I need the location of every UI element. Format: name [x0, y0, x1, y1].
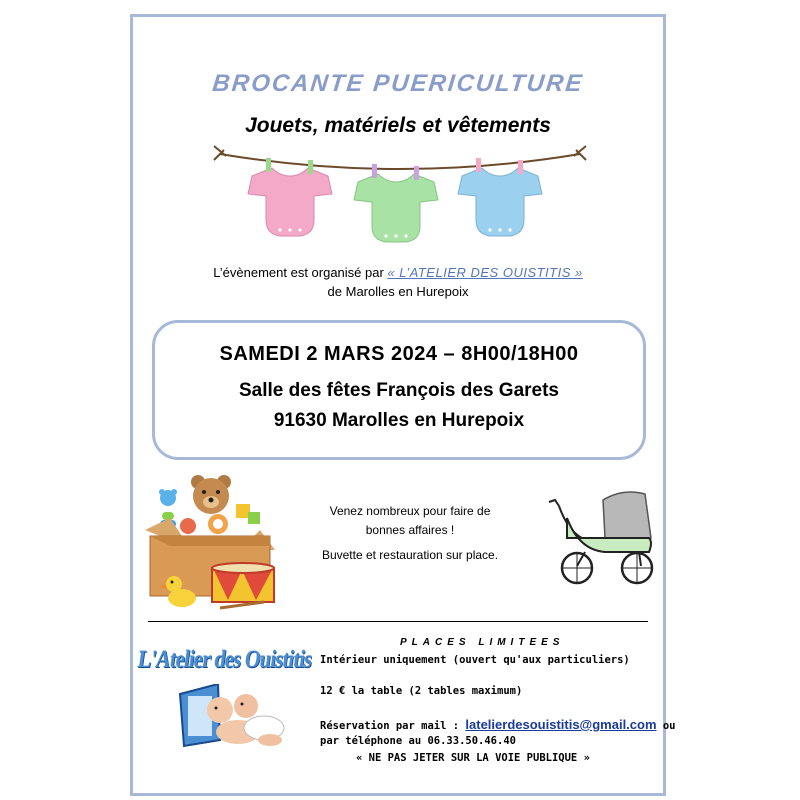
- wheel-icon: [622, 553, 652, 583]
- wheel-icon: [562, 553, 592, 583]
- invitation-line-2: bonnes affaires !: [365, 523, 455, 537]
- invitation-text: [290, 502, 530, 540]
- organizer-name: « L’ATELIER DES OUISTITIS »: [387, 265, 583, 280]
- blue-onesie-icon: [458, 158, 542, 236]
- interior-info: Intérieur uniquement (ouvert qu'aux particuliers): [320, 654, 630, 666]
- event-date: SAMEDI 2 MARS 2024 – 8H00/18H00: [219, 343, 579, 365]
- organizer-location: de Marolles en Hurepoix: [327, 284, 469, 299]
- event-city: 91630 Marolles en Hurepoix: [273, 410, 525, 431]
- pink-onesie-icon: [248, 158, 332, 236]
- subtitle: Jouets, matériels et vêtements: [245, 114, 551, 137]
- logo-text: L'Atelier des Ouistitis: [136, 646, 314, 673]
- teddy-bear-icon: [191, 475, 231, 514]
- stroller-hood-icon: [603, 492, 651, 538]
- event-box: [152, 320, 646, 460]
- reservation-prefix: Réservation par mail :: [320, 720, 466, 732]
- baby-head-icon: [207, 697, 233, 723]
- title: BROCANTE PUERICULTURE: [211, 70, 585, 97]
- toy-box-illustration: [140, 470, 290, 615]
- event-venue: Salle des fêtes François des Garets: [239, 380, 559, 401]
- babies-logo-illustration: [178, 684, 288, 750]
- organizer-line: [130, 265, 666, 280]
- baby-head-icon: [234, 694, 258, 718]
- stroller-illustration: [545, 482, 657, 588]
- email-link[interactable]: latelierdesouistitis@gmail.com: [465, 717, 657, 732]
- phone-info: par téléphone au 06.33.50.46.40: [320, 735, 516, 747]
- places-heading: PLACES LIMITEES: [400, 637, 565, 648]
- clothesline-illustration: [210, 142, 590, 258]
- reservation-info: [320, 717, 676, 732]
- green-onesie-icon: [354, 164, 438, 242]
- reservation-suffix: ou: [656, 720, 676, 732]
- notice: « NE PAS JETER SUR LA VOIE PUBLIQUE »: [356, 752, 590, 764]
- refreshment-text: Buvette et restauration sur place.: [321, 548, 499, 562]
- drum-icon: [212, 563, 274, 608]
- divider: [148, 621, 648, 622]
- organizer-prefix: L’évènement est organisé par: [213, 265, 388, 280]
- invitation-line-1: Venez nombreux pour faire de: [329, 504, 491, 518]
- price-info: 12 € la table (2 tables maximum): [320, 685, 523, 697]
